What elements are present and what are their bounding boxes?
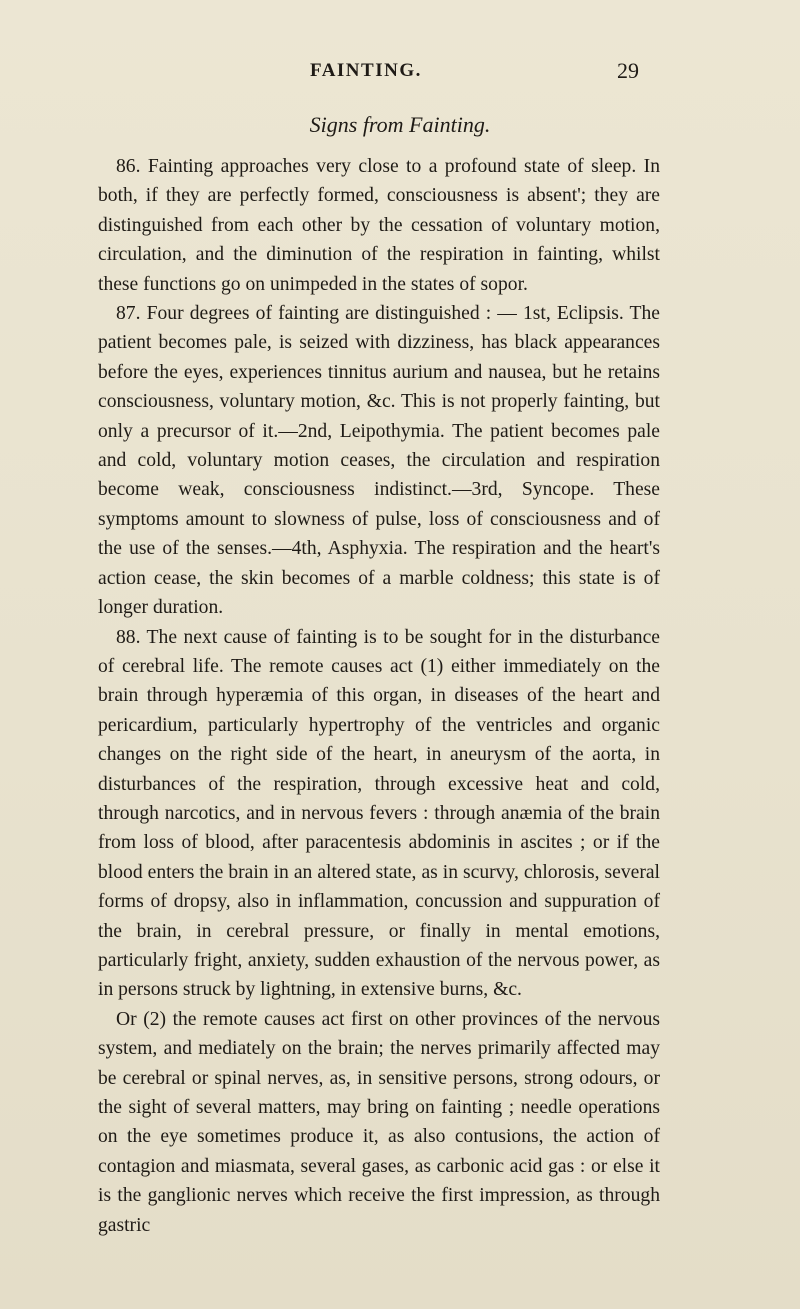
paragraph-88-continued: Or (2) the remote causes act first on other provinces of the nervous system, and mediately on the brain; the nerves primarily affected may be cerebral or spinal nerves, as, in sensitive persons, strong odours, or the sight of several matters, may bring on fainting ; needle operations on the eye sometimes produce it, as also contusions, the action of contagion and miasmata, several gases, as carbonic acid gas : or else it is the ganglionic nerves which receive the first impression, as through gastric [98, 1008, 660, 1236]
running-head: FAINTING. [310, 60, 422, 81]
page-header [0, 58, 800, 88]
section-title: Signs from Fainting. [309, 112, 491, 137]
paragraph-87: 87. Four degrees of fainting are distinguished : — 1st, Eclipsis. The patient becomes pale, is seized with dizziness, has black appearances before the eyes, experiences tinnitus aurium and nausea, but he retains consciousness, voluntary motion, &c. This is not properly fainting, but only a precursor of it.—2nd, Leipothymia. The patient becomes pale and cold, voluntary motion ceases, the circulation and respiration become weak, consciousness indistinct.—3rd, Syncope. These symptoms amount to slowness of pulse, loss of consciousness and of the use of the senses.—4th, Asphyxia. The respiration and the heart's action cease, the skin becomes of a marble coldness; this state is of longer duration. [98, 303, 660, 619]
paragraph-86: 86. Fainting approaches very close to a profound state of sleep. In both, if they are perfectly formed, consciousness is absent'; they are distinguished from each other by the cessation of voluntary motion, circulation, and the diminution of the respiration in fainting, whilst these functions go on unimpeded in the states of sopor. [98, 156, 660, 295]
paragraph-88: 88. The next cause of fainting is to be sought for in the disturbance of cerebral life. The remote causes act (1) either immediately on the brain through hyperæmia of this organ, in diseases of the heart and pericardium, particularly hypertrophy of the ventricles and organic changes on the right side of the heart, in aneurysm of the aorta, in disturbances of the respiration, through excessive heat and cold, through narcotics, and in nervous fevers : through anæmia of the brain from loss of blood, after paracentesis abdominis in ascites ; or if the blood enters the brain in an altered state, as in scurvy, chlorosis, several forms of dropsy, also in inflammation, concussion and suppuration of the brain, in cerebral pressure, or finally in mental emotions, particularly fright, anxiety, sudden exhaustion of the nervous power, as in persons struck by lightning, in extensive burns, &c. [98, 626, 660, 1001]
page-number: 29 [617, 58, 639, 83]
body-text [98, 152, 660, 1240]
